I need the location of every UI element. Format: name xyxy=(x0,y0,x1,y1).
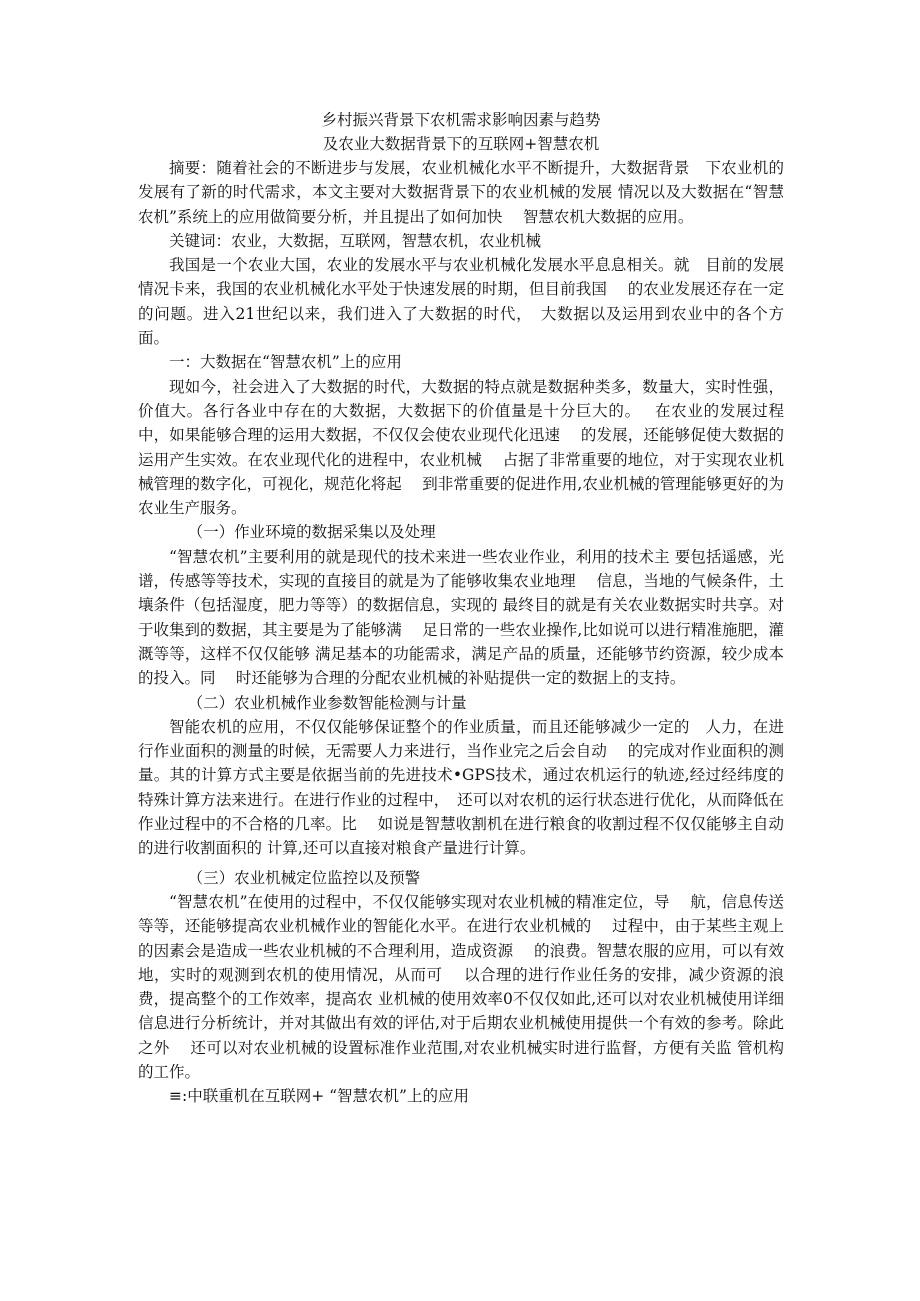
keywords-line: 关键词：农业，大数据，互联网，智慧农机，农业机械 xyxy=(169,231,542,250)
section-2-heading: ≡:中联重机在互联网+ “智慧农机”上的应用 xyxy=(169,1087,469,1106)
subsection-2-heading: （二）农业机械作业参数智能检测与计量 xyxy=(187,693,467,712)
document-page xyxy=(138,108,784,1109)
subsection-2-body: 智能农机的应用，不仅仅能够保证整个的作业质量，而且还能够减少一定的 人力，在进行作业面积的测量的时候，无需要人力来进行，当作业完之后会自动 的完成对作业面积的测量。其的计算方式主要是依据当前的先进技术•GPS技术，通过农机运行的轨迹,经过经纬度的特殊计算方法来进行。在进行作业的过程中， 还可以对农机的运行状态进行优化，从而降低在作业过程中的不合格的几率。比 如说是智慧收割机在进行粮食的收割过程不仅仅能够主自动的进行收割面积的 计算,还可以直接对粮食产量进行计算。 xyxy=(138,717,784,858)
subsection-3-heading: （三）农业机械定位监控以及预警 xyxy=(187,868,421,887)
subsection-3-body: “智慧农机”在使用的过程中，不仅仅能够实现对农业机械的精准定位，导 航，信息传送等等，还能够提高农业机械作业的智能化水平。在进行农业机械的 过程中，由于某些主观上的因素会是造成一些农业机械的不合理利用，造成资源 的浪费。智慧农服的应用，可以有效地，实时的观测到农机的使用情况，从而可 以合理的进行作业任务的安排，减少资源的浪费，提高整个的工作效率，提高农 业机械的使用效率0不仅仅如此,还可以对农业机械使用详细信息进行分析统计，并对其做出有效的评估,对于后期农业机械使用提供一个有效的参考。除此之外 还可以对农业机械的设置标准作业范围,对农业机械实时进行监督，方便有关监 管机构的工作。 xyxy=(138,892,784,1081)
abstract-paragraph: 摘要：随着社会的不断进步与发展，农业机械化水平不断提升，大数据背景 下农业机的发展有了新的时代需求，本文主要对大数据背景下的农业机械的发展 情况以及大数据在“智慧农机”系统上的应用做简要分析，并且提出了如何加快 智慧农机大数据的应用。 xyxy=(138,159,784,226)
subsection-1-body: “智慧农机”主要利用的就是现代的技术来进一些农业作业，利用的技术主 要包括遥感，光谱，传感等等技术，实现的直接目的就是为了能够收集农业地理 信息，当地的气候条件，土壤条件（包括湿度，肥力等等）的数据信息，实现的 最终目的就是有关农业数据实时共享。对于收集到的数据，其主要是为了能够满 足日常的一些农业操作,比如说可以进行精准施肥，灌溉等等，这样不仅仅能够 满足基本的功能需求，满足产品的质量，还能够节约资源，较少成本的投入。同 时还能够为合理的分配农业机械的补贴提供一定的数据上的支持。 xyxy=(138,547,784,688)
intro-paragraph: 我国是一个农业大国，农业的发展水平与农业机械化发展水平息息相关。就 目前的发展情况卡来，我国的农业机械化水平处于快速发展的时期，但目前我国 的农业发展还存在一定的问题。进入21世纪以来，我们进入了大数据的时代， 大数据以及运用到农业中的各个方面。 xyxy=(138,256,784,348)
section-1-body: 现如今，社会进入了大数据的时代，大数据的特点就是数据种类多，数量大，实时性强，价值大。各行各业中存在的大数据，大数据下的价值量是十分巨大的。 在农业的发展过程中，如果能够合理的运用大数据，不仅仅会使农业现代化迅速 的发展，还能够促使大数据的运用产生实效。在农业现代化的进程中，农业机械 占据了非常重要的地位，对于实现农业机械管理的数字化，可视化，规范化将起 到非常重要的促进作用,农业机械的管理能够更好的为农业生产服务。 xyxy=(138,377,784,518)
document-title-line-1: 乡村振兴背景下农机需求影响因素与趋势 xyxy=(321,111,601,129)
document-title-line-2: 及农业大数据背景下的互联网+智慧农机 xyxy=(322,135,600,153)
section-1-heading: 一：大数据在“智慧农机”上的应用 xyxy=(169,353,402,372)
subsection-1-heading: （一）作业环境的数据采集以及处理 xyxy=(187,523,436,542)
